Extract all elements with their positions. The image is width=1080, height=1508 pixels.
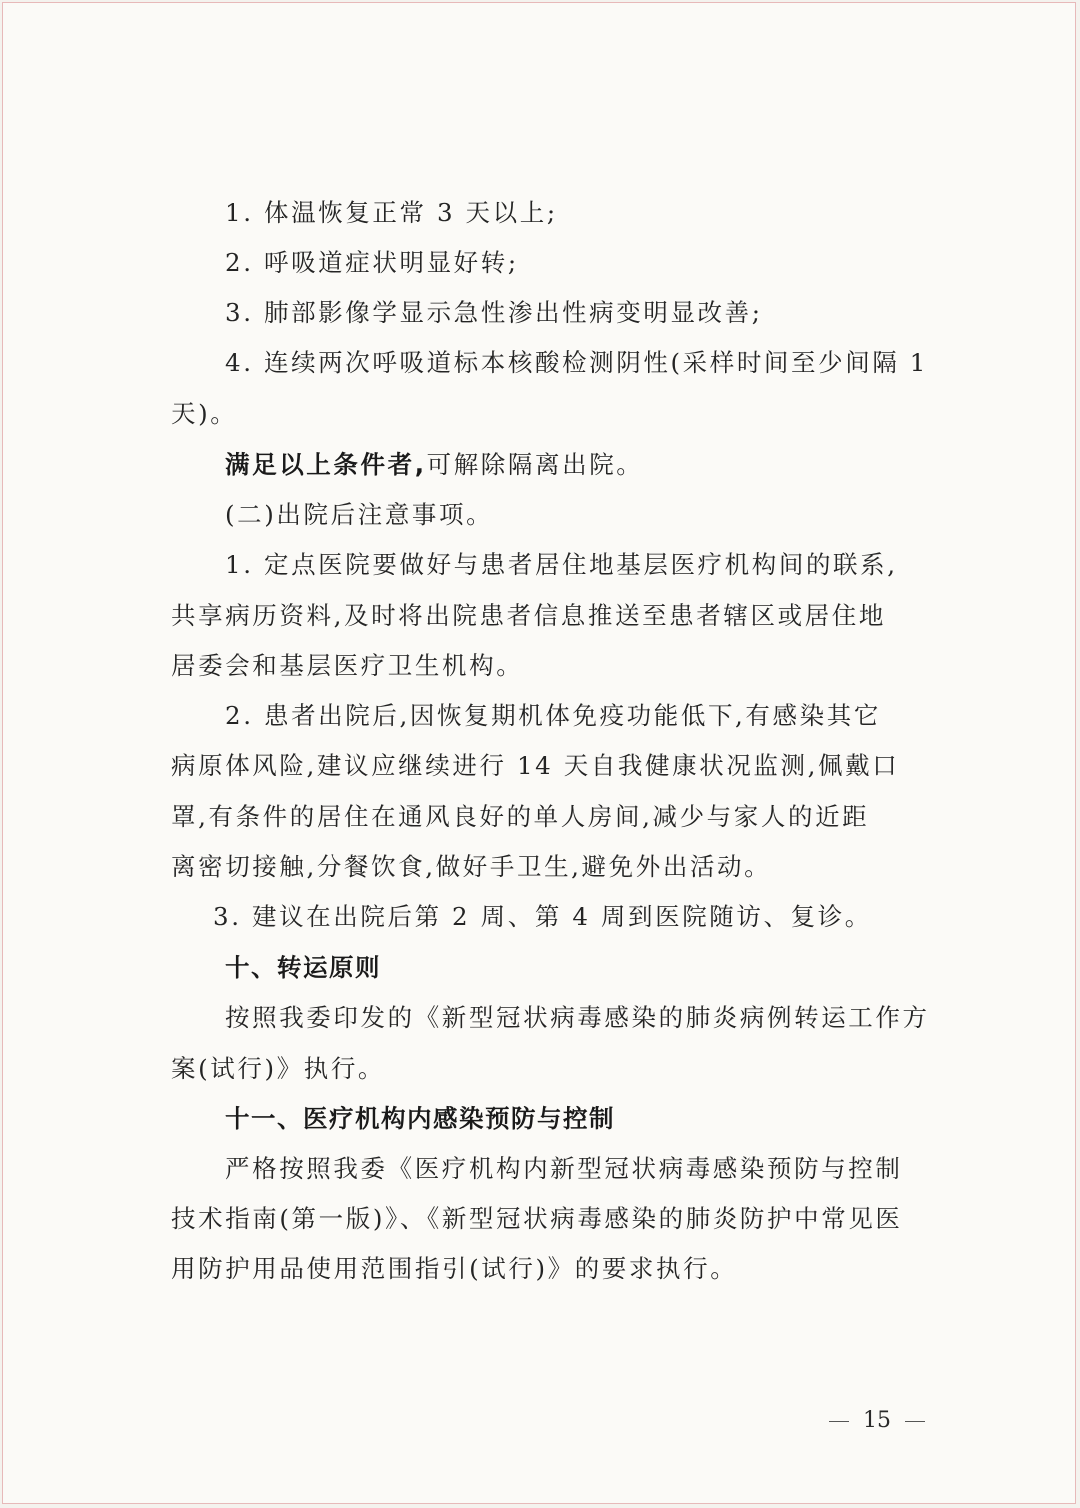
- section-11-text: 严格按照我委《医疗机构内新型冠状病毒感染预防与控制: [225, 1154, 903, 1183]
- criterion-3: 3. 肺部影像学显示急性渗出性病变明显改善;: [225, 298, 763, 327]
- criterion-1: 1. 体温恢复正常 3 天以上;: [225, 198, 558, 227]
- note-2-line-3: 罩,有条件的居住在通风良好的单人房间,减少与家人的近距: [171, 802, 870, 831]
- note-2: 2. 患者出院后,因恢复期机体免疫功能低下,有感染其它: [225, 701, 881, 730]
- footer-dash-left: [829, 1421, 849, 1422]
- discharge-conclusion-bold: 满足以上条件者,: [225, 450, 427, 479]
- footer-dash-right: [905, 1421, 925, 1422]
- note-3: 3. 建议在出院后第 2 周、第 4 周到医院随访、复诊。: [213, 902, 872, 931]
- subsection-heading: (二)出院后注意事项。: [225, 500, 494, 529]
- discharge-conclusion: [225, 450, 644, 479]
- note-1: 1. 定点医院要做好与患者居住地基层医疗机构间的联系,: [225, 550, 898, 579]
- note-2-line-2: 病原体风险,建议应继续进行 14 天自我健康状况监测,佩戴口: [171, 751, 900, 780]
- section-11-text-line-2: 技术指南(第一版)》、《新型冠状病毒感染的肺炎防护中常见医: [171, 1204, 903, 1233]
- page-footer: [815, 1408, 939, 1433]
- discharge-conclusion-text: 可解除隔离出院。: [426, 450, 644, 479]
- note-2-line-4: 离密切接触,分餐饮食,做好手卫生,避免外出活动。: [171, 852, 772, 881]
- section-11-heading: 十一、医疗机构内感染预防与控制: [225, 1104, 615, 1133]
- criterion-4-cont: 天)。: [171, 399, 238, 428]
- document-page: [2, 2, 1076, 1504]
- criterion-2: 2. 呼吸道症状明显好转;: [225, 248, 519, 277]
- section-10-text-cont: 案(试行)》执行。: [171, 1054, 386, 1083]
- criterion-4: 4. 连续两次呼吸道标本核酸检测阴性(采样时间至少间隔 1: [225, 348, 928, 377]
- section-11-text-line-3: 用防护用品使用范围指引(试行)》的要求执行。: [171, 1254, 738, 1283]
- page-number: 15: [863, 1408, 891, 1433]
- note-1-line-3: 居委会和基层医疗卫生机构。: [171, 651, 524, 680]
- section-10-text: 按照我委印发的《新型冠状病毒感染的肺炎病例转运工作方: [225, 1003, 930, 1032]
- note-1-line-2: 共享病历资料,及时将出院患者信息推送至患者辖区或居住地: [171, 601, 886, 630]
- section-10-heading: 十、转运原则: [225, 953, 381, 982]
